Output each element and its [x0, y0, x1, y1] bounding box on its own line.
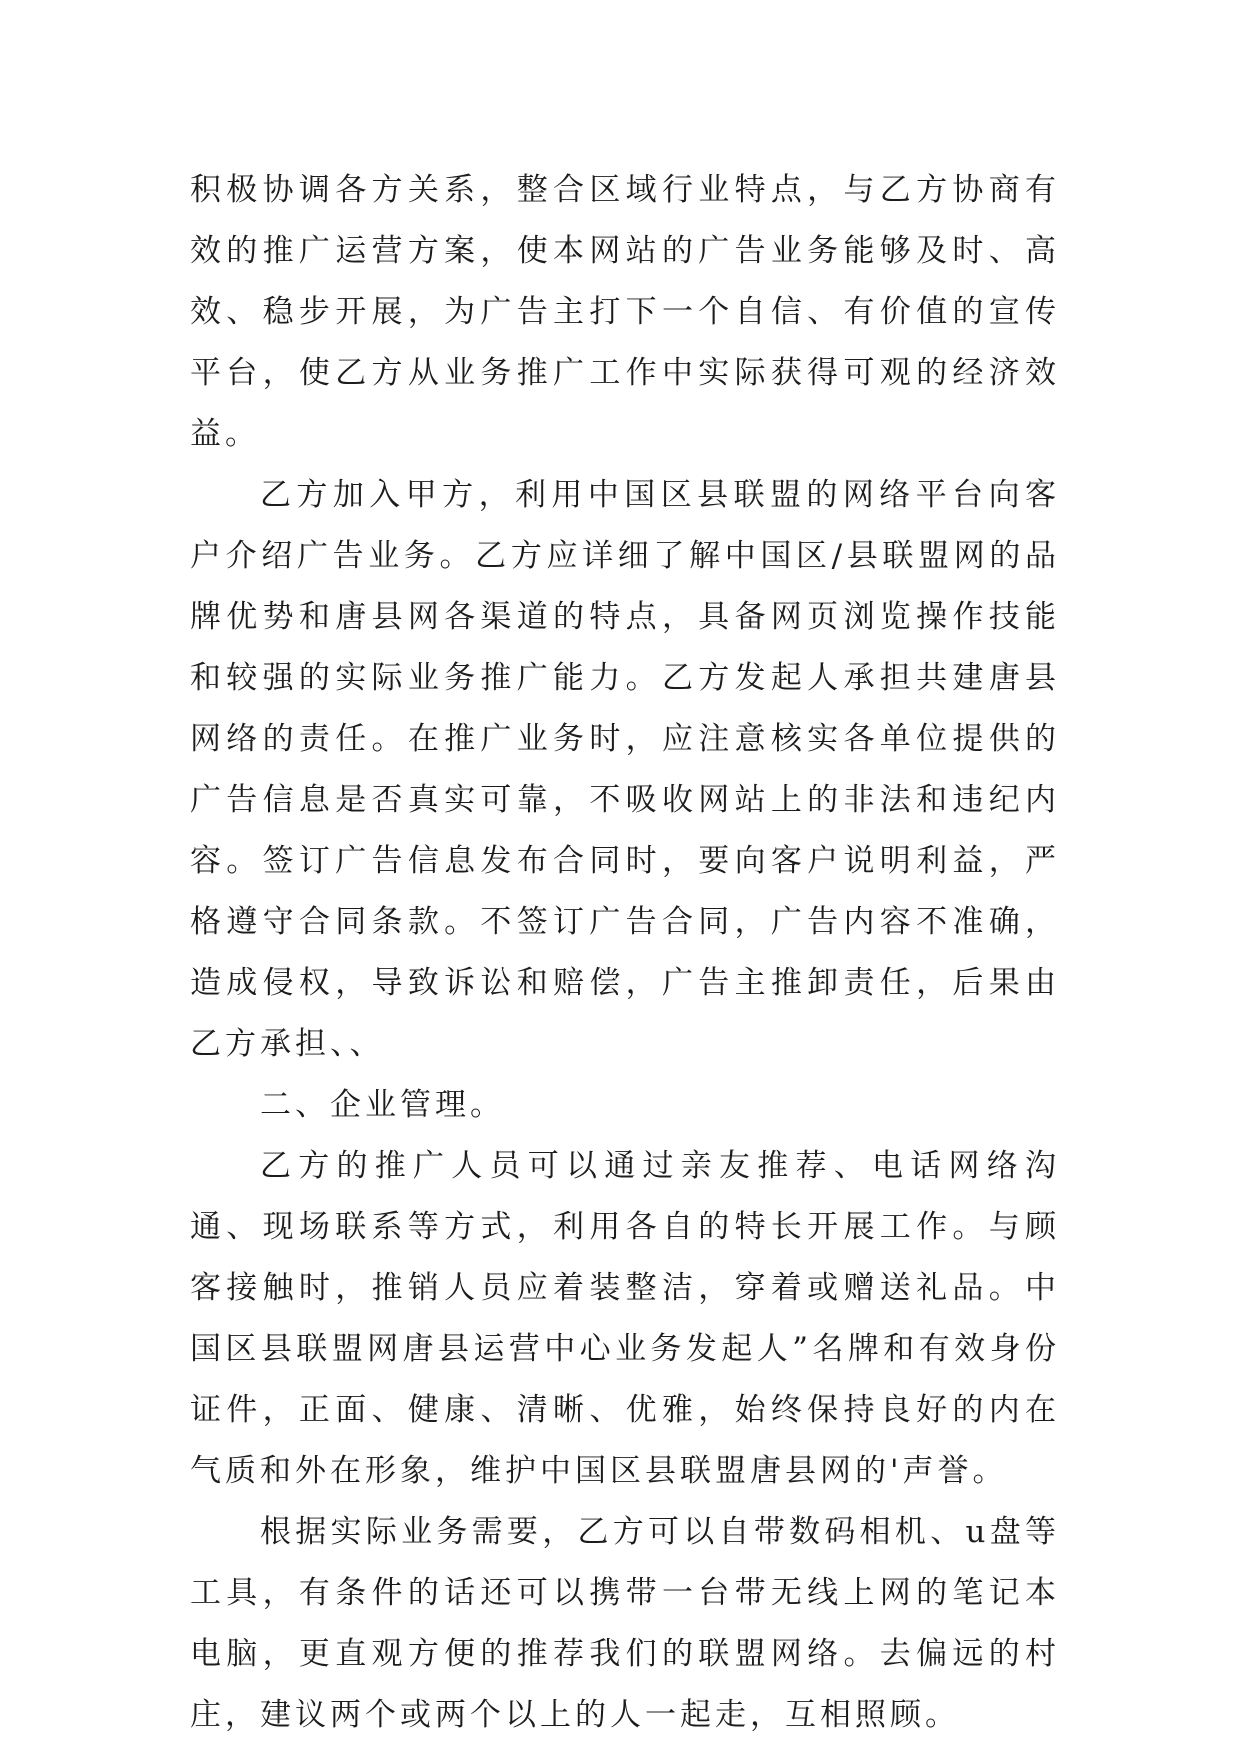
section-heading-enterprise-management: 二、企业管理。	[260, 1087, 505, 1123]
paragraph-business-promotion: 乙方加入甲方，利用中国区县联盟的网络平台向客户介绍广告业务。乙方应详细了解中国区/县联盟网的品牌优势和唐县网各渠道的特点，具备网页浏览操作技能和较强的实际业务推广能力。乙方发起人承担共建唐县网络的责任。在推广业务时，应注意核实各单位提供的广告信息是否真实可靠，不吸收网站上的非法和违纪内容。签订广告信息发布合同时，要向客户说明利益，严格遵守合同条款。不签订广告合同，广告内容不准确，造成侵权，导致诉讼和赔偿，广告主推卸责任，后果由乙方承担、、	[190, 477, 1060, 1062]
paragraph-continuation: 积极协调各方关系，整合区域行业特点，与乙方协商有效的推广运营方案，使本网站的广告业务能够及时、高效、稳步开展，为广告主打下一个自信、有价值的宣传平台，使乙方从业务推广工作中实际获得可观的经济效益。	[190, 172, 1060, 452]
paragraph-promotion-staff: 乙方的推广人员可以通过亲友推荐、电话网络沟通、现场联系等方式，利用各自的特长开展工作。与顾客接触时，推销人员应着装整洁，穿着或赠送礼品。中国区县联盟网唐县运营中心业务发起人”名牌和有效身份证件，正面、健康、清晰、优雅，始终保持良好的内在气质和外在形象，维护中国区县联盟唐县网的'声誉。	[190, 1148, 1060, 1489]
document-body	[190, 160, 1060, 1746]
paragraph-tools: 根据实际业务需要，乙方可以自带数码相机、u盘等工具，有条件的话还可以携带一台带无线上网的笔记本电脑，更直观方便的推荐我们的联盟网络。去偏远的村庄，建议两个或两个以上的人一起走，互相照顾。	[190, 1514, 1060, 1733]
